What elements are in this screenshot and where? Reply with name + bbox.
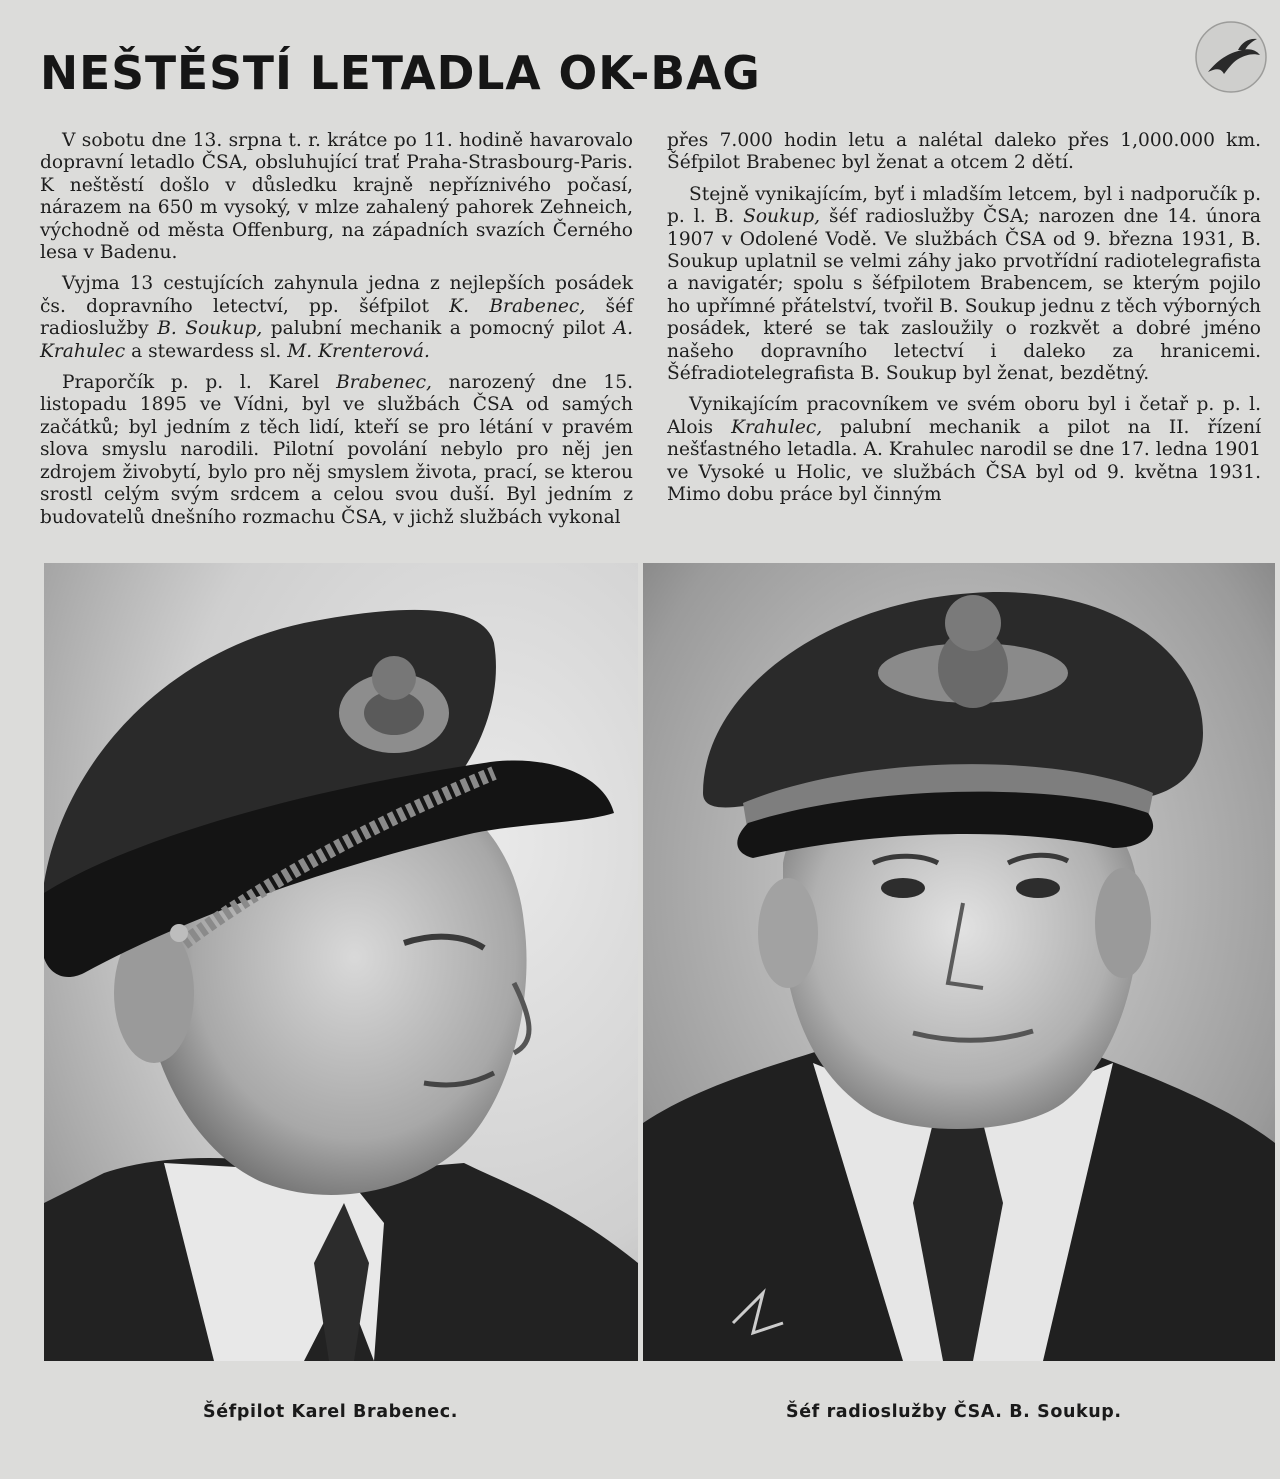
article-right-column <box>667 130 1261 516</box>
paragraph <box>667 184 1261 386</box>
paragraph <box>667 394 1261 506</box>
text-run: a stewardess sl. <box>125 340 288 362</box>
text-run: Vynikajícím pracovníkem ve svém oboru byl i četař p. p. l. Alois <box>667 394 1261 438</box>
article-title: NEŠTĚSTÍ LETADLA OK-BAG <box>40 46 761 100</box>
text-run: palubní mechanik a pilot na II. řízení nešťastného letadla. A. Krahulec narodil se dne 17. ledna 1901 ve Vysoké u Holic, ve službách ČSA byl od 9. května 1931. Mimo dobu práce byl činným <box>667 416 1262 506</box>
italic-name: Krahulec, <box>731 416 823 438</box>
text-run: palubní mechanik a pomocný pilot <box>262 318 614 340</box>
photo-caption-brabenec: Šéfpilot Karel Brabenec. <box>203 1402 458 1422</box>
text-run: Vyjma 13 cestujících zahynula jedna z nejlepších posádek čs. dopravního letectví, pp. šéfpilot <box>40 273 633 317</box>
text-run: V sobotu dne 13. srpna t. r. krátce po 11. hodině havarovalo dopravní letadlo ČSA, obsluhující trať Praha-Strasbourg-Paris. K neštěstí došlo v důsledku krajně nepříznivého počasí, nárazem na 650 m vysoký, v mlze zahalený pahorek Zehneich, východně od města Offenburg, na západních svazích Černého lesa v Badenu. <box>40 130 633 264</box>
paragraph <box>40 372 633 529</box>
text-run: narozený dne 15. listopadu 1895 ve Vídni, byl ve službách ČSA od samých začátků; byl jedním z těch lidí, kteří se pro létání v pravém slova smyslu narodili. Pilotní povolání nebylo pro něj jen zdrojem živobytí, bylo pro něj smyslem života, prací, se kterou srostl celým svým srdcem a celou svou duší. Byl jedním z budovatelů dnešního rozmachu ČSA, v jichž službách vykonal <box>40 372 633 528</box>
portrait-photo-soukup <box>643 563 1275 1361</box>
photo-caption-soukup: Šéf radioslužby ČSA. B. Soukup. <box>786 1402 1122 1422</box>
paragraph <box>40 130 633 264</box>
text-run: šéf radioslužby ČSA; narozen dne 14. února 1907 v Odolené Vodě. Ve službách ČSA od 9. března 1931, B. Soukup uplatnil se velmi záhy jako prvotřídní radiotelegrafista a navigatér; spolu s šéfpilotem Brabencem, se kterým pojilo ho upřímné přátelství, tvořil B. Soukup jednu z těch výborných posádek, které se tak zasloužily o rozkvět a dobré jméno našeho dopravního letectví i daleko za hranicemi. Šéfradiotelegrafista B. Soukup byl ženat, bezdětný. <box>667 206 1261 385</box>
text-run: přes 7.000 hodin letu a nalétal daleko přes 1,000.000 km. Šéfpilot Brabenec byl ženat a otcem 2 dětí. <box>667 130 1261 174</box>
text-run: šéf radioslužby <box>40 295 633 340</box>
italic-name: M. Krenterová. <box>287 340 430 362</box>
italic-name: B. Soukup, <box>157 318 263 340</box>
italic-name: Brabenec, <box>336 372 432 394</box>
portrait-photo-brabenec <box>44 563 638 1361</box>
italic-name: A. Krahulec <box>40 318 633 362</box>
italic-name: K. Brabenec, <box>449 295 586 317</box>
paragraph <box>667 130 1261 175</box>
swallow-emblem-icon <box>1194 20 1268 94</box>
text-run: Praporčík p. p. l. Karel <box>62 372 337 394</box>
article-left-column <box>40 130 633 538</box>
italic-name: Soukup, <box>743 206 821 228</box>
paragraph <box>40 273 633 363</box>
text-run: Stejně vynikajícím, byť i mladším letcem, byl i nadporučík p. p. l. B. <box>667 183 1261 228</box>
